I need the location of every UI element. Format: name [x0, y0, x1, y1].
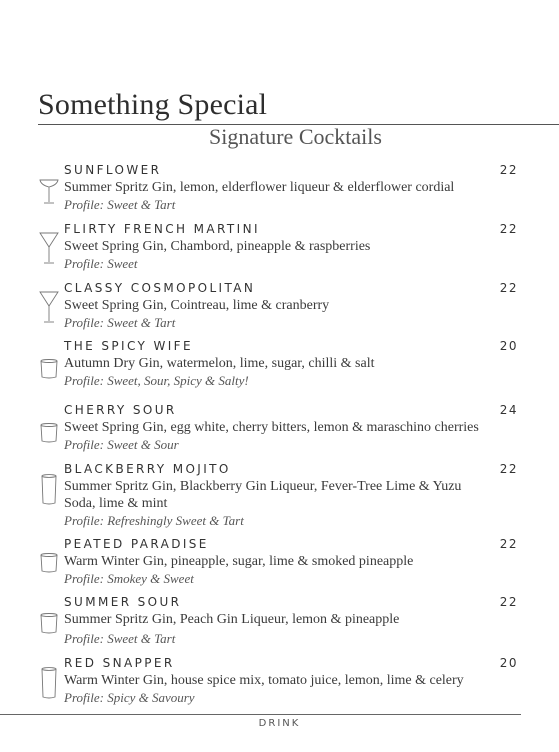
item-description-block: [64, 355, 484, 389]
rocks-glass-icon: [38, 411, 60, 447]
item-profile: Profile: Sweet: [64, 256, 138, 271]
item-name: RED SNAPPER: [64, 656, 175, 670]
item-profile: Profile: Refreshingly Sweet & Tart: [64, 513, 244, 528]
item-description: Sweet Spring Gin, egg white, cherry bitters, lemon & maraschino cherries: [64, 420, 479, 435]
item-price: 22: [499, 595, 518, 609]
footer: [0, 718, 559, 729]
item-profile: Profile: Sweet, Sour, Spicy & Salty!: [64, 373, 249, 388]
item-description-block: [64, 553, 484, 587]
highball-glass-icon: [38, 664, 60, 700]
item-description-block: [64, 419, 484, 453]
item-description: Summer Spritz Gin, lemon, elderflower liqueur & elderflower cordial: [64, 180, 455, 195]
item-price: 24: [499, 403, 518, 417]
item-description: Sweet Spring Gin, Cointreau, lime & cranberry: [64, 298, 330, 313]
item-price: 22: [499, 222, 518, 236]
martini-glass-icon: [38, 230, 60, 266]
rocks-glass-icon: [38, 347, 60, 383]
item-description-block: [64, 297, 484, 331]
item-description-block: [64, 611, 484, 647]
item-price: 22: [499, 281, 518, 295]
footer-label: DRINK: [258, 718, 301, 729]
item-name: CLASSY COSMOPOLITAN: [64, 281, 256, 295]
item-name: CHERRY SOUR: [64, 403, 177, 417]
page-title: Something Special: [38, 88, 268, 121]
item-description: Warm Winter Gin, pineapple, sugar, lime & smoked pineapple: [64, 554, 414, 569]
item-price: 22: [499, 537, 518, 551]
item-description-block: [64, 478, 484, 529]
item-description: Warm Winter Gin, house spice mix, tomato juice, lemon, lime & celery: [64, 673, 464, 688]
item-price: 22: [499, 163, 518, 177]
rocks-glass-icon: [38, 603, 60, 639]
item-name: PEATED PARADISE: [64, 537, 209, 551]
coupe-glass-icon: [38, 171, 60, 207]
highball-glass-icon: [38, 470, 60, 506]
item-profile: Profile: Sweet & Sour: [64, 437, 179, 452]
item-description-block: [64, 238, 484, 272]
item-name: FLIRTY FRENCH MARTINI: [64, 222, 260, 236]
item-price: 22: [499, 462, 518, 476]
item-profile: Profile: Sweet & Tart: [64, 315, 176, 330]
item-name: SUMMER SOUR: [64, 595, 182, 609]
item-price: 20: [499, 339, 518, 353]
item-name: THE SPICY WIFE: [64, 339, 193, 353]
item-description-block: [64, 179, 484, 213]
item-description: Sweet Spring Gin, Chambord, pineapple & raspberries: [64, 239, 371, 254]
item-profile: Profile: Smokey & Sweet: [64, 571, 194, 586]
item-description: Autumn Dry Gin, watermelon, lime, sugar, chilli & salt: [64, 356, 375, 371]
section-subtitle: Signature Cocktails: [209, 124, 382, 149]
item-profile: Profile: Sweet & Tart: [64, 197, 176, 212]
item-price: 20: [499, 656, 518, 670]
item-description-block: [64, 672, 484, 706]
item-name: SUNFLOWER: [64, 163, 162, 177]
item-description: Summer Spritz Gin, Peach Gin Liqueur, lemon & pineapple: [64, 612, 400, 627]
rocks-glass-icon: [38, 545, 60, 581]
item-profile: Profile: Sweet & Tart: [64, 631, 176, 646]
item-description: Summer Spritz Gin, Blackberry Gin Liqueur, Fever-Tree Lime & Yuzu Soda, lime & mint: [64, 479, 462, 511]
footer-divider: [0, 714, 521, 715]
martini-glass-icon: [38, 289, 60, 325]
item-name: BLACKBERRY MOJITO: [64, 462, 231, 476]
item-profile: Profile: Spicy & Savoury: [64, 690, 195, 705]
